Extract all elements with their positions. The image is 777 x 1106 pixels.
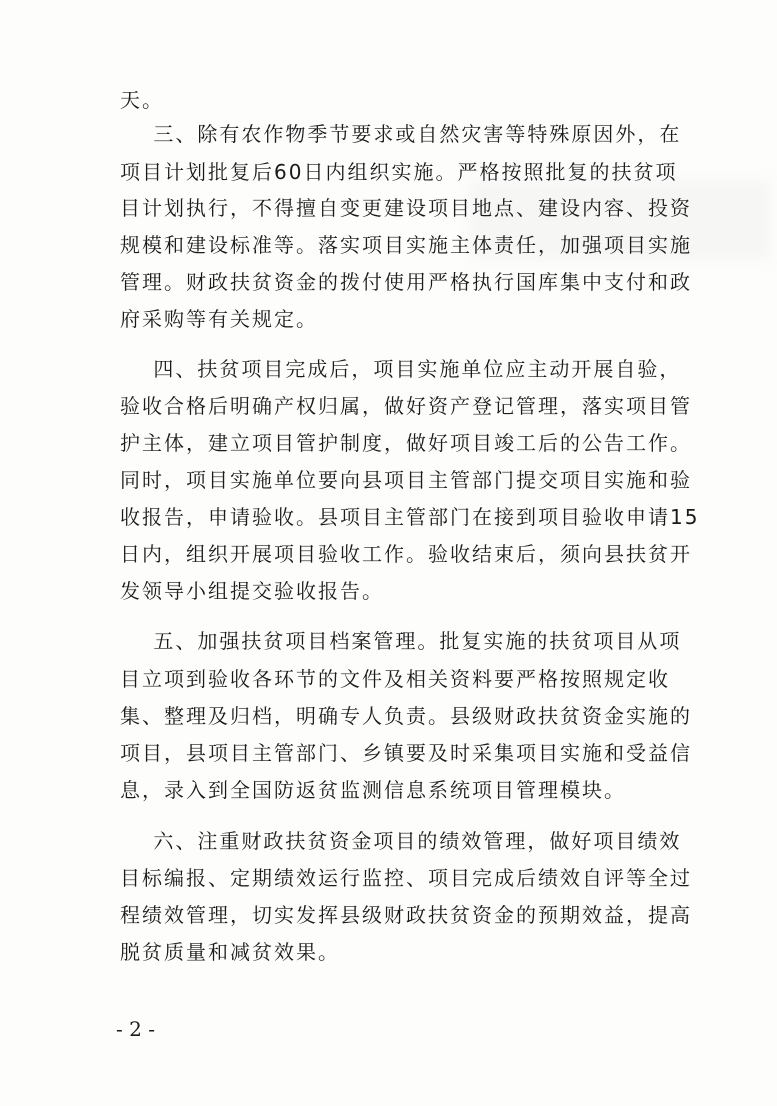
page-number: - 2 - — [116, 1017, 155, 1041]
text-line: 六、注重财政扶贫资金项目的绩效管理，做好项目绩效 — [120, 829, 682, 853]
text-line: 脱贫质量和减贫效果。 — [120, 940, 340, 964]
text-line: 集、整理及归档，明确专人负责。县级财政扶贫资金实施的 — [120, 704, 692, 728]
text-line: 发领导小组提交验收报告。 — [120, 579, 384, 603]
text-line: 目标编报、定期绩效运行监控、项目完成后绩效自评等全过 — [120, 866, 692, 890]
text-line: 收报告，申请验收。县项目主管部门在接到项目验收申请15 — [120, 505, 700, 529]
text-line: 目计划执行，不得擅自变更建设项目地点、建设内容、投资 — [120, 196, 692, 220]
text-line: 项目，县项目主管部门、乡镇要及时采集项目实施和受益信 — [120, 741, 692, 765]
text-line: 五、加强扶贫项目档案管理。批复实施的扶贫项目从项 — [120, 629, 682, 653]
text-line: 天。 — [120, 88, 164, 112]
text-line: 护主体，建立项目管护制度，做好项目竣工后的公告工作。 — [120, 431, 692, 455]
text-line: 同时，项目实施单位要向县项目主管部门提交项目实施和验 — [120, 468, 692, 492]
text-line: 息，录入到全国防返贫监测信息系统项目管理模块。 — [120, 778, 626, 802]
text-line: 府采购等有关规定。 — [120, 307, 318, 331]
text-line: 三、除有农作物季节要求或自然灾害等特殊原因外，在 — [120, 122, 682, 146]
text-line: 程绩效管理，切实发挥县级财政扶贫资金的预期效益，提高 — [120, 903, 692, 927]
text-line: 规模和建设标准等。落实项目实施主体责任，加强项目实施 — [120, 233, 692, 257]
text-line: 管理。财政扶贫资金的拨付使用严格执行国库集中支付和政 — [120, 270, 692, 294]
text-line: 目立项到验收各环节的文件及相关资料要严格按照规定收 — [120, 667, 670, 691]
text-line: 日内，组织开展项目验收工作。验收结束后，须向县扶贫开 — [120, 542, 692, 566]
text-line: 项目计划批复后60日内组织实施。严格按照批复的扶贫项 — [120, 160, 678, 184]
text-line: 四、扶贫项目完成后，项目实施单位应主动开展自验， — [120, 357, 682, 381]
text-line: 验收合格后明确产权归属，做好资产登记管理，落实项目管 — [120, 394, 692, 418]
